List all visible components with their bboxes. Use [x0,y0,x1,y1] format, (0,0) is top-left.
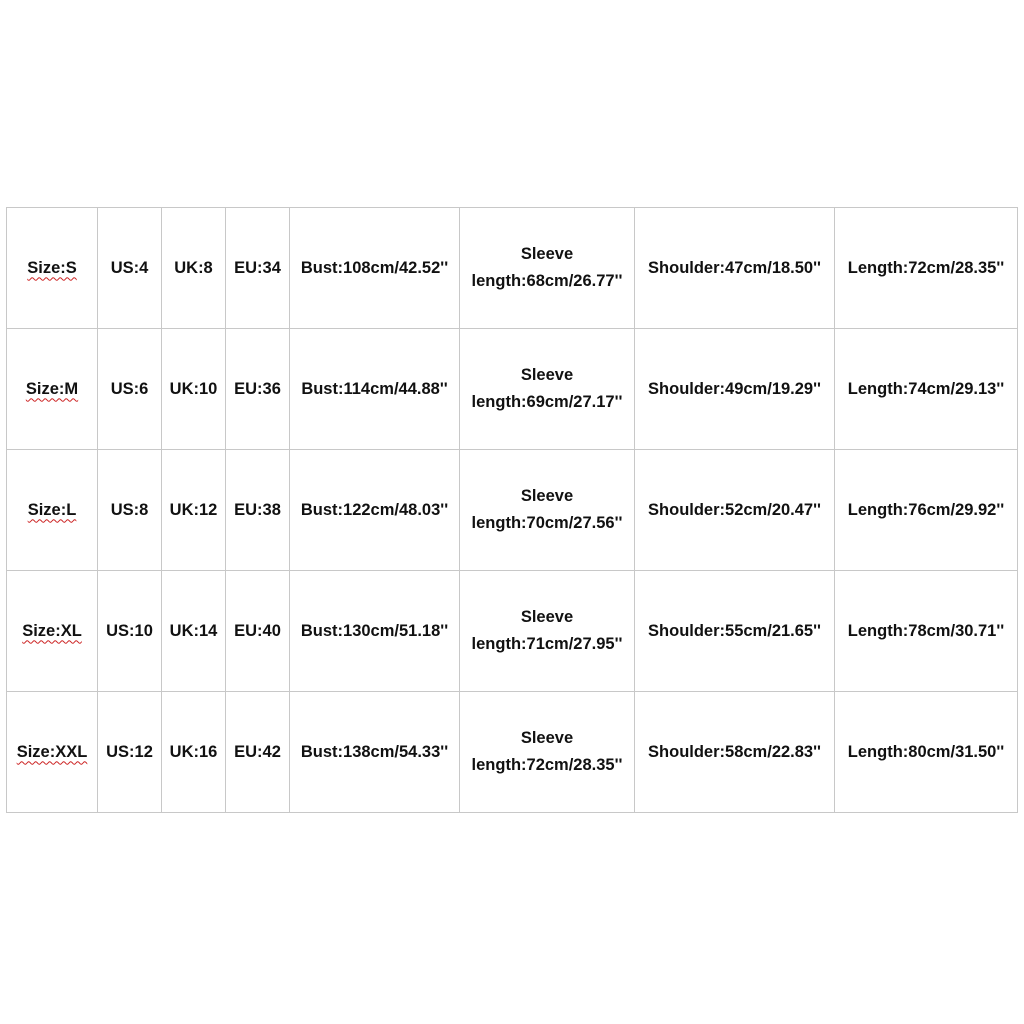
sleeve-value: length:69cm/27.17'' [471,393,623,411]
sleeve-length-cell [460,571,635,692]
eu-size-cell: EU:34 [226,208,290,329]
sleeve-length-cell [460,692,635,813]
length-cell: Length:80cm/31.50'' [835,692,1018,813]
sleeve-label: Sleeve [520,729,574,747]
shoulder-cell: Shoulder:49cm/19.29'' [635,329,835,450]
length-cell: Length:72cm/28.35'' [835,208,1018,329]
size-cell [7,329,98,450]
uk-size-cell: UK:14 [162,571,226,692]
eu-size-cell: EU:42 [226,692,290,813]
size-label: Size:S [27,258,77,277]
us-size-cell: US:10 [98,571,162,692]
us-size-cell: US:8 [98,450,162,571]
sleeve-length-cell [460,208,635,329]
size-label: Size:XXL [16,742,88,761]
table-row [7,208,1018,329]
sleeve-length-cell [460,450,635,571]
table-row [7,450,1018,571]
shoulder-cell: Shoulder:52cm/20.47'' [635,450,835,571]
length-cell: Length:76cm/29.92'' [835,450,1018,571]
bust-cell: Bust:138cm/54.33'' [290,692,460,813]
sleeve-label: Sleeve [520,608,574,626]
table-row [7,571,1018,692]
length-cell: Length:74cm/29.13'' [835,329,1018,450]
bust-cell: Bust:130cm/51.18'' [290,571,460,692]
bust-cell: Bust:122cm/48.03'' [290,450,460,571]
eu-size-cell: EU:38 [226,450,290,571]
uk-size-cell: UK:8 [162,208,226,329]
shoulder-cell: Shoulder:55cm/21.65'' [635,571,835,692]
sleeve-label: Sleeve [520,366,574,384]
uk-size-cell: UK:12 [162,450,226,571]
sleeve-value: length:72cm/28.35'' [471,756,623,774]
shoulder-cell: Shoulder:58cm/22.83'' [635,692,835,813]
sleeve-label: Sleeve [520,245,574,263]
size-cell [7,208,98,329]
bust-cell: Bust:114cm/44.88'' [290,329,460,450]
size-chart-table [6,207,1018,813]
uk-size-cell: UK:16 [162,692,226,813]
size-cell [7,692,98,813]
us-size-cell: US:4 [98,208,162,329]
us-size-cell: US:12 [98,692,162,813]
eu-size-cell: EU:40 [226,571,290,692]
sleeve-label: Sleeve [520,487,574,505]
size-cell [7,450,98,571]
table-row [7,329,1018,450]
size-label: Size:M [25,379,79,398]
sleeve-value: length:71cm/27.95'' [471,635,623,653]
table-row [7,692,1018,813]
size-label: Size:L [27,500,77,519]
us-size-cell: US:6 [98,329,162,450]
uk-size-cell: UK:10 [162,329,226,450]
sleeve-value: length:70cm/27.56'' [471,514,623,532]
length-cell: Length:78cm/30.71'' [835,571,1018,692]
shoulder-cell: Shoulder:47cm/18.50'' [635,208,835,329]
size-label: Size:XL [22,621,82,640]
bust-cell: Bust:108cm/42.52'' [290,208,460,329]
eu-size-cell: EU:36 [226,329,290,450]
size-cell [7,571,98,692]
sleeve-value: length:68cm/26.77'' [471,272,623,290]
sleeve-length-cell [460,329,635,450]
